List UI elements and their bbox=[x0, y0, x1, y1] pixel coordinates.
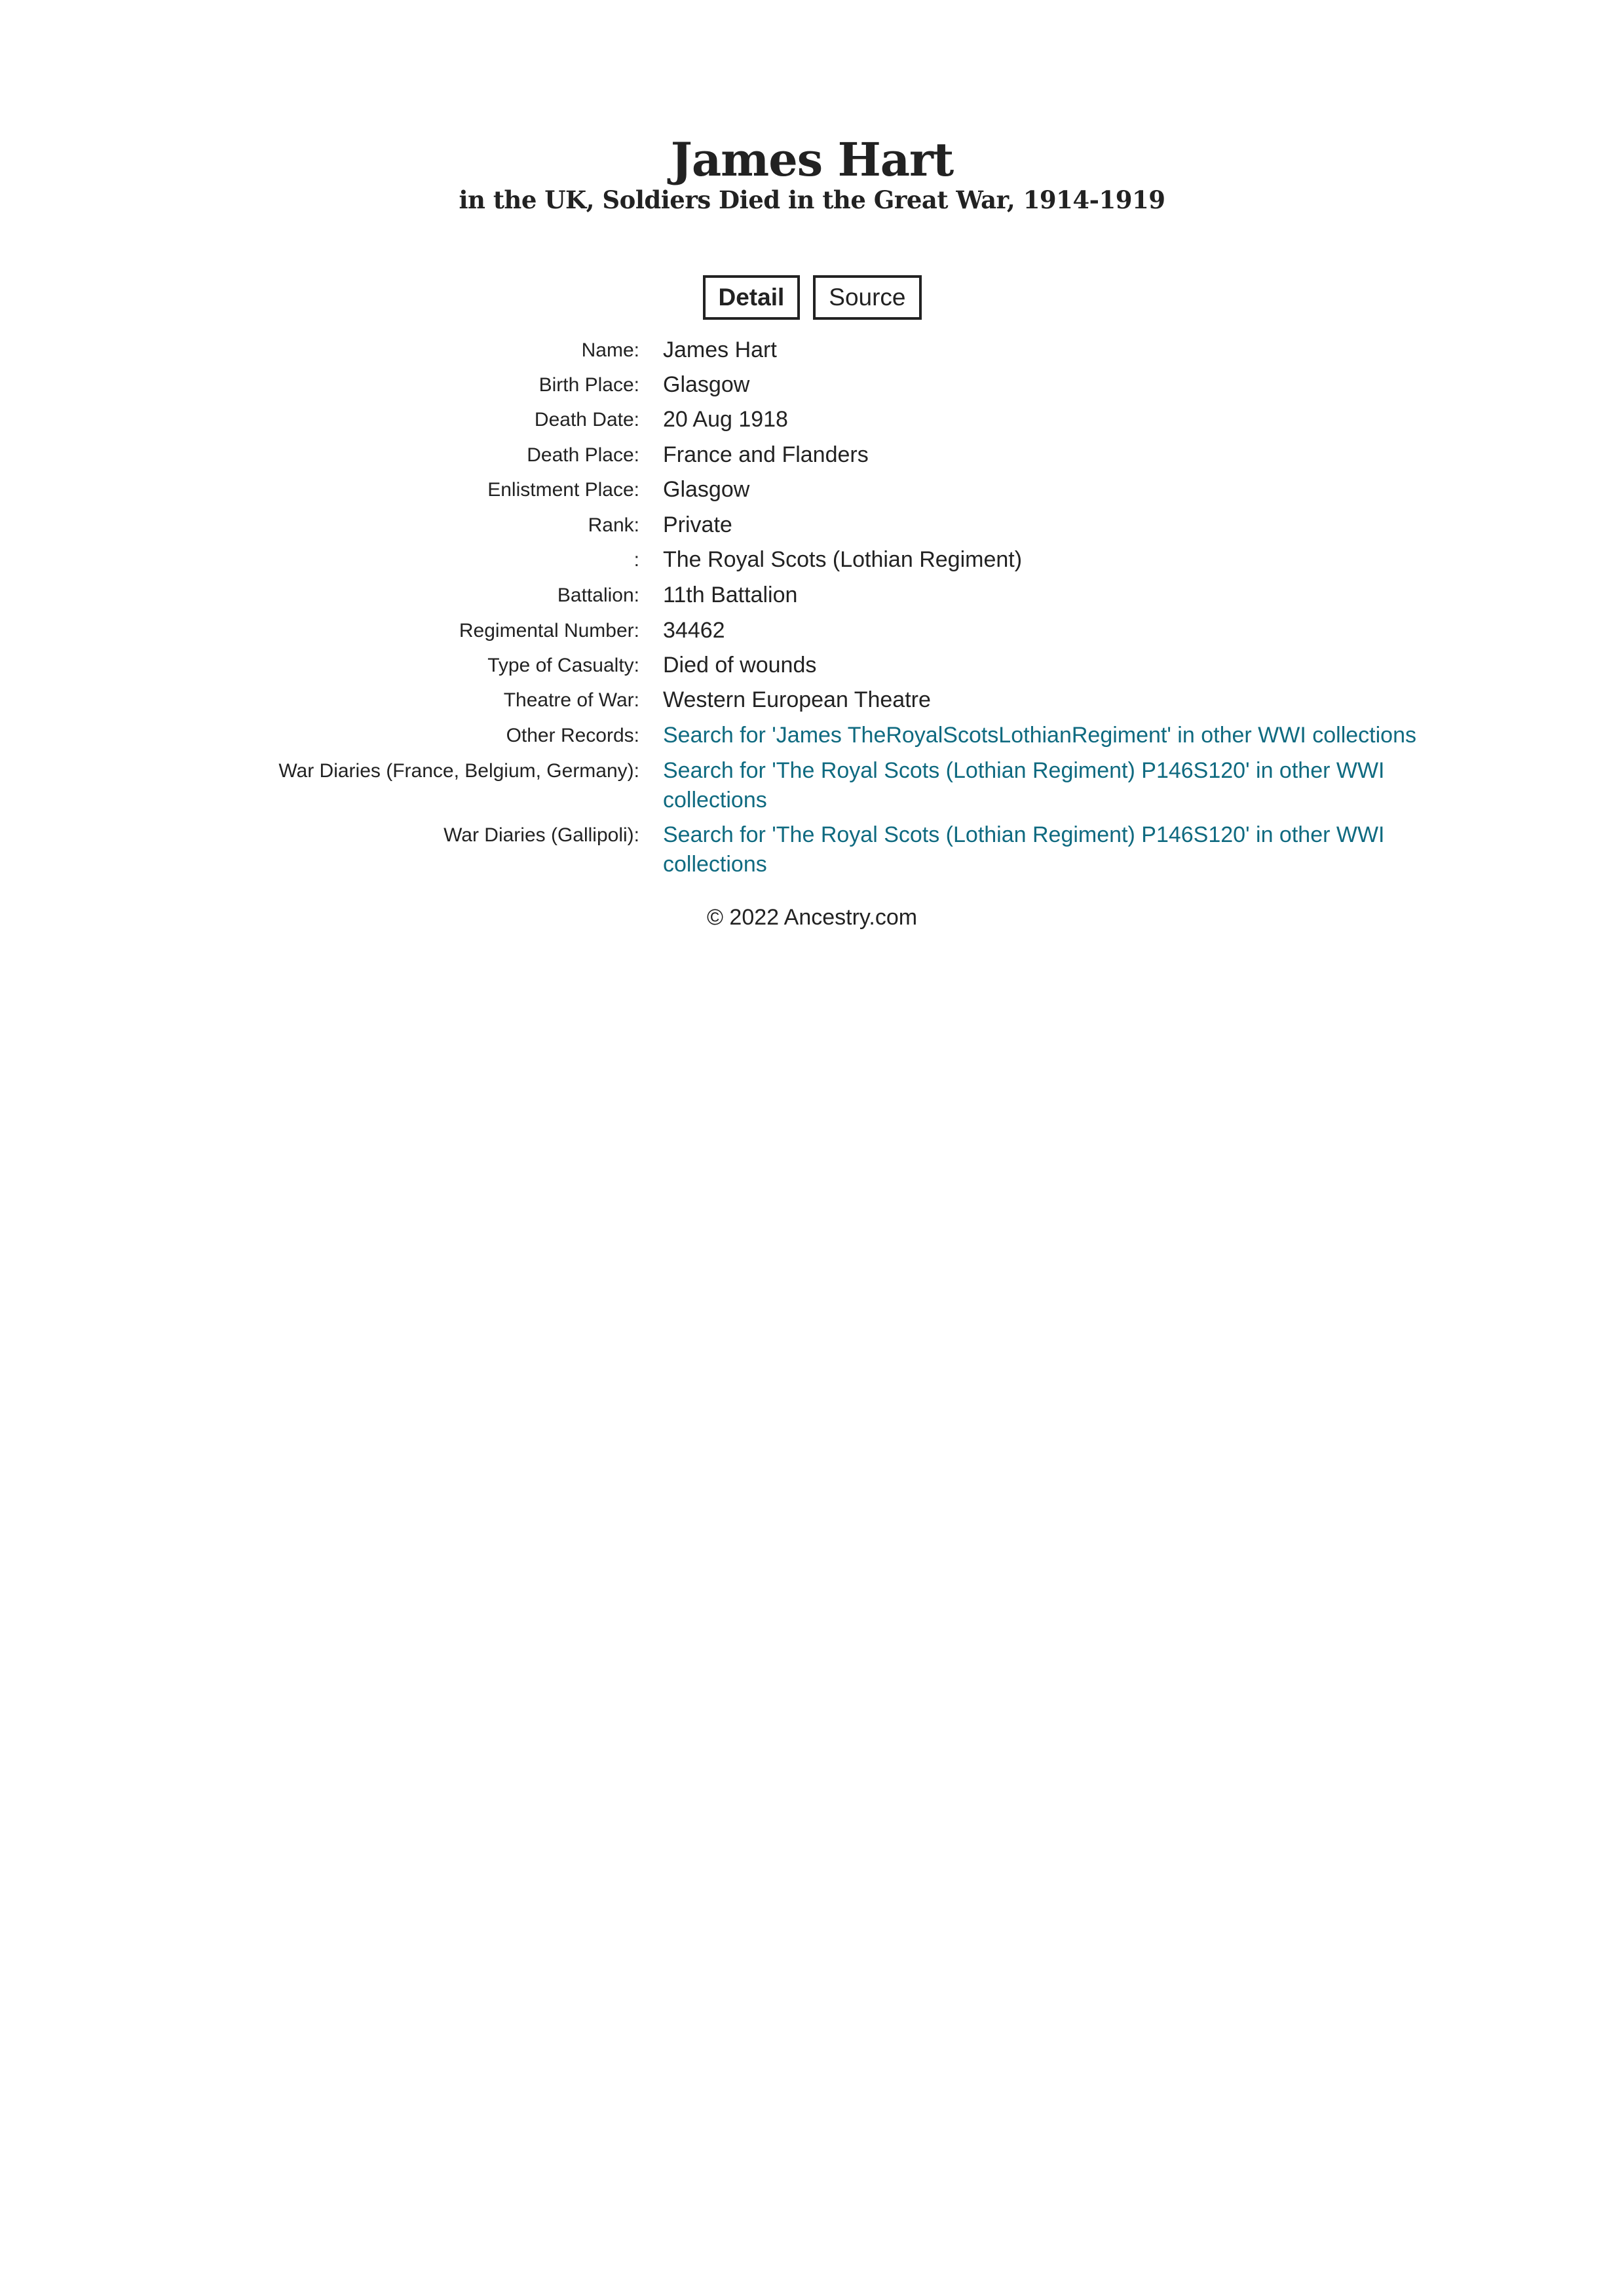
field-value: Glasgow bbox=[663, 372, 750, 397]
collection-subtitle: in the UK, Soldiers Died in the Great War, 1914-1919 bbox=[459, 185, 1165, 214]
field-value: James Hart bbox=[663, 337, 777, 362]
field-value: Private bbox=[663, 512, 732, 537]
other-records-search-link[interactable]: Search for 'James TheRoyalScotsLothianRegiment' in other WWI collections bbox=[663, 723, 1416, 748]
field-label: Regimental Number: bbox=[459, 620, 639, 641]
field-value: Western European Theatre bbox=[663, 687, 931, 712]
field-label: Death Place: bbox=[527, 444, 639, 466]
field-label: Type of Casualty: bbox=[487, 655, 639, 676]
field-value: 11th Battalion bbox=[663, 583, 798, 607]
field-label: Birth Place: bbox=[538, 374, 639, 396]
record-tabs bbox=[0, 275, 1624, 320]
field-value: Glasgow bbox=[663, 477, 750, 502]
field-label: Theatre of War: bbox=[503, 689, 639, 711]
field-value: France and Flanders bbox=[663, 442, 869, 467]
field-label: Other Records: bbox=[506, 725, 639, 746]
field-label: : bbox=[633, 549, 639, 571]
field-label: Battalion: bbox=[557, 584, 639, 606]
page-title: James Hart bbox=[670, 132, 954, 187]
field-value: 20 Aug 1918 bbox=[663, 407, 788, 432]
tab-source[interactable]: Source bbox=[813, 275, 921, 320]
field-label: Name: bbox=[581, 339, 639, 361]
field-label: Rank: bbox=[588, 514, 639, 536]
field-value: Died of wounds bbox=[663, 653, 817, 678]
war-diaries-gallipoli-search-link[interactable]: Search for 'The Royal Scots (Lothian Regiment) P146S120' in other WWI collections bbox=[663, 822, 1385, 877]
field-value: 34462 bbox=[663, 618, 725, 643]
war-diaries-france-search-link[interactable]: Search for 'The Royal Scots (Lothian Regiment) P146S120' in other WWI collections bbox=[663, 758, 1385, 813]
copyright-footer: © 2022 Ancestry.com bbox=[706, 905, 918, 930]
tab-detail[interactable]: Detail bbox=[703, 275, 801, 320]
field-label: War Diaries (Gallipoli): bbox=[444, 824, 639, 846]
field-label: War Diaries (France, Belgium, Germany): bbox=[278, 760, 639, 782]
field-value: The Royal Scots (Lothian Regiment) bbox=[663, 547, 1023, 572]
field-label: Enlistment Place: bbox=[487, 479, 639, 501]
field-label: Death Date: bbox=[534, 409, 639, 430]
